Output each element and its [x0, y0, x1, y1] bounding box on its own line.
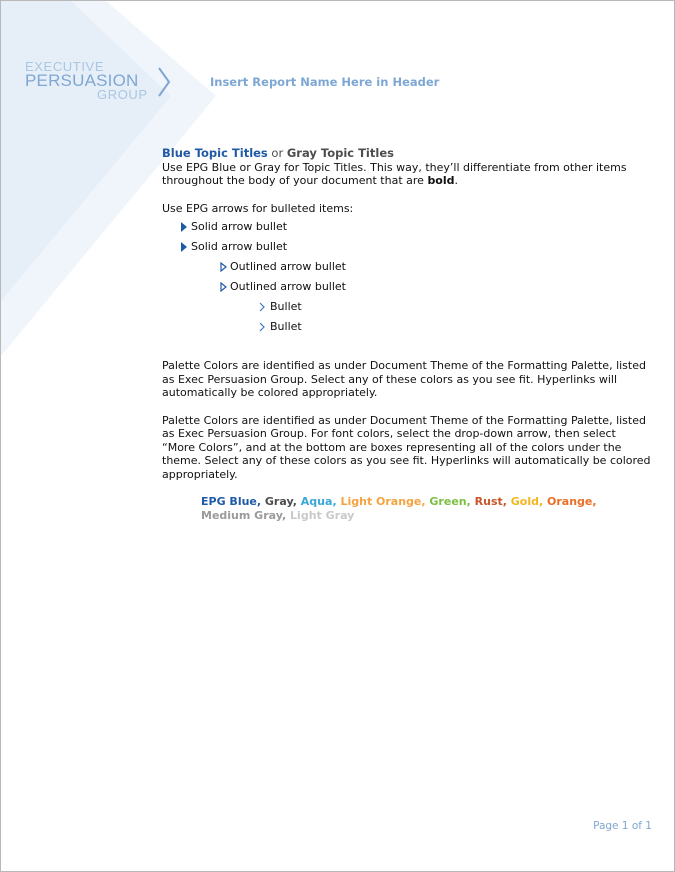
topic-title — [162, 147, 652, 161]
palette-separator: , — [539, 495, 548, 508]
palette-separator: , — [282, 508, 291, 522]
palette-separator: , — [466, 495, 475, 508]
logo-text-persuasion: PERSUASION — [25, 71, 139, 90]
document-body — [162, 147, 652, 522]
palette-color-9: Light Gray — [290, 508, 355, 522]
epg-logo — [25, 59, 151, 103]
palette-separator: , — [292, 495, 301, 508]
intro-paragraph — [162, 161, 652, 188]
palette-separator: , — [592, 495, 597, 508]
logo-text-group: GROUP — [97, 87, 148, 102]
palette-color-2: Aqua — [300, 495, 333, 508]
palette-paragraph-2: Palette Colors are identified as under Document Theme of the Formatting Palette, listed as Exec Persuasion Group. For font colors, select the drop-down arrow, then select “More Colors”, and at the bottom are boxes representing all of the colors under the theme. Select any of these colors as you see fit. Hyperlinks will automatically be colored appropriately. — [162, 413, 651, 481]
palette-separator: , — [332, 495, 341, 508]
topic-title-blue: Blue Topic Titles — [162, 146, 268, 160]
outlined-arrow-bullet-icon — [220, 262, 227, 272]
palette-color-list — [201, 495, 652, 522]
palette-color-7: Orange — [547, 495, 593, 508]
logo-text-executive: EXECUTIVE — [25, 59, 105, 74]
bullet-text: Solid arrow bullet — [191, 240, 288, 253]
palette-color-0: EPG Blue — [201, 495, 257, 508]
bullets-intro: Use EPG arrows for bulleted items: — [162, 201, 354, 215]
palette-paragraph-1: Palette Colors are identified as under Document Theme of the Formatting Palette, listed as Exec Persuasion Group. Select any of these colors as you see fit. Hyperlinks will automatically be colored appropriately. — [162, 359, 646, 399]
list-item — [162, 317, 652, 337]
topic-title-or: or — [267, 146, 287, 160]
palette-color-8: Medium Gray — [201, 508, 283, 522]
palette-separator: , — [421, 495, 430, 508]
intro-text: Use EPG Blue or Gray for Topic Titles. This way, they’ll differentiate from other items throughout the body of your document that are — [162, 160, 627, 187]
logo-arrow-icon — [157, 67, 171, 97]
list-item — [162, 277, 652, 297]
list-item — [162, 297, 652, 317]
intro-bold-word: bold — [427, 174, 455, 187]
list-item — [162, 257, 652, 277]
intro-end: . — [454, 174, 459, 187]
bullet-text: Bullet — [270, 320, 302, 333]
palette-color-6: Gold — [510, 495, 539, 508]
palette-color-1: Gray — [264, 495, 293, 508]
bullet-text: Outlined arrow bullet — [230, 260, 346, 273]
bullet-text: Outlined arrow bullet — [230, 280, 346, 293]
topic-title-gray: Gray Topic Titles — [286, 146, 394, 160]
palette-separator: , — [502, 495, 511, 508]
palette-color-3: Light Orange — [340, 495, 422, 508]
chevron-bullet-icon — [259, 302, 266, 312]
outlined-arrow-bullet-icon — [220, 282, 227, 292]
solid-arrow-bullet-icon — [181, 222, 187, 232]
list-item — [162, 217, 652, 237]
bullet-text: Bullet — [270, 300, 302, 313]
page-number: Page 1 of 1 — [593, 820, 652, 832]
palette-color-4: Green — [429, 495, 467, 508]
list-item — [162, 237, 652, 257]
palette-color-5: Rust — [474, 495, 503, 508]
bullet-text: Solid arrow bullet — [191, 220, 288, 233]
chevron-bullet-icon — [259, 322, 266, 332]
solid-arrow-bullet-icon — [181, 242, 187, 252]
report-title: Insert Report Name Here in Header — [210, 75, 440, 89]
palette-separator: , — [256, 495, 265, 508]
